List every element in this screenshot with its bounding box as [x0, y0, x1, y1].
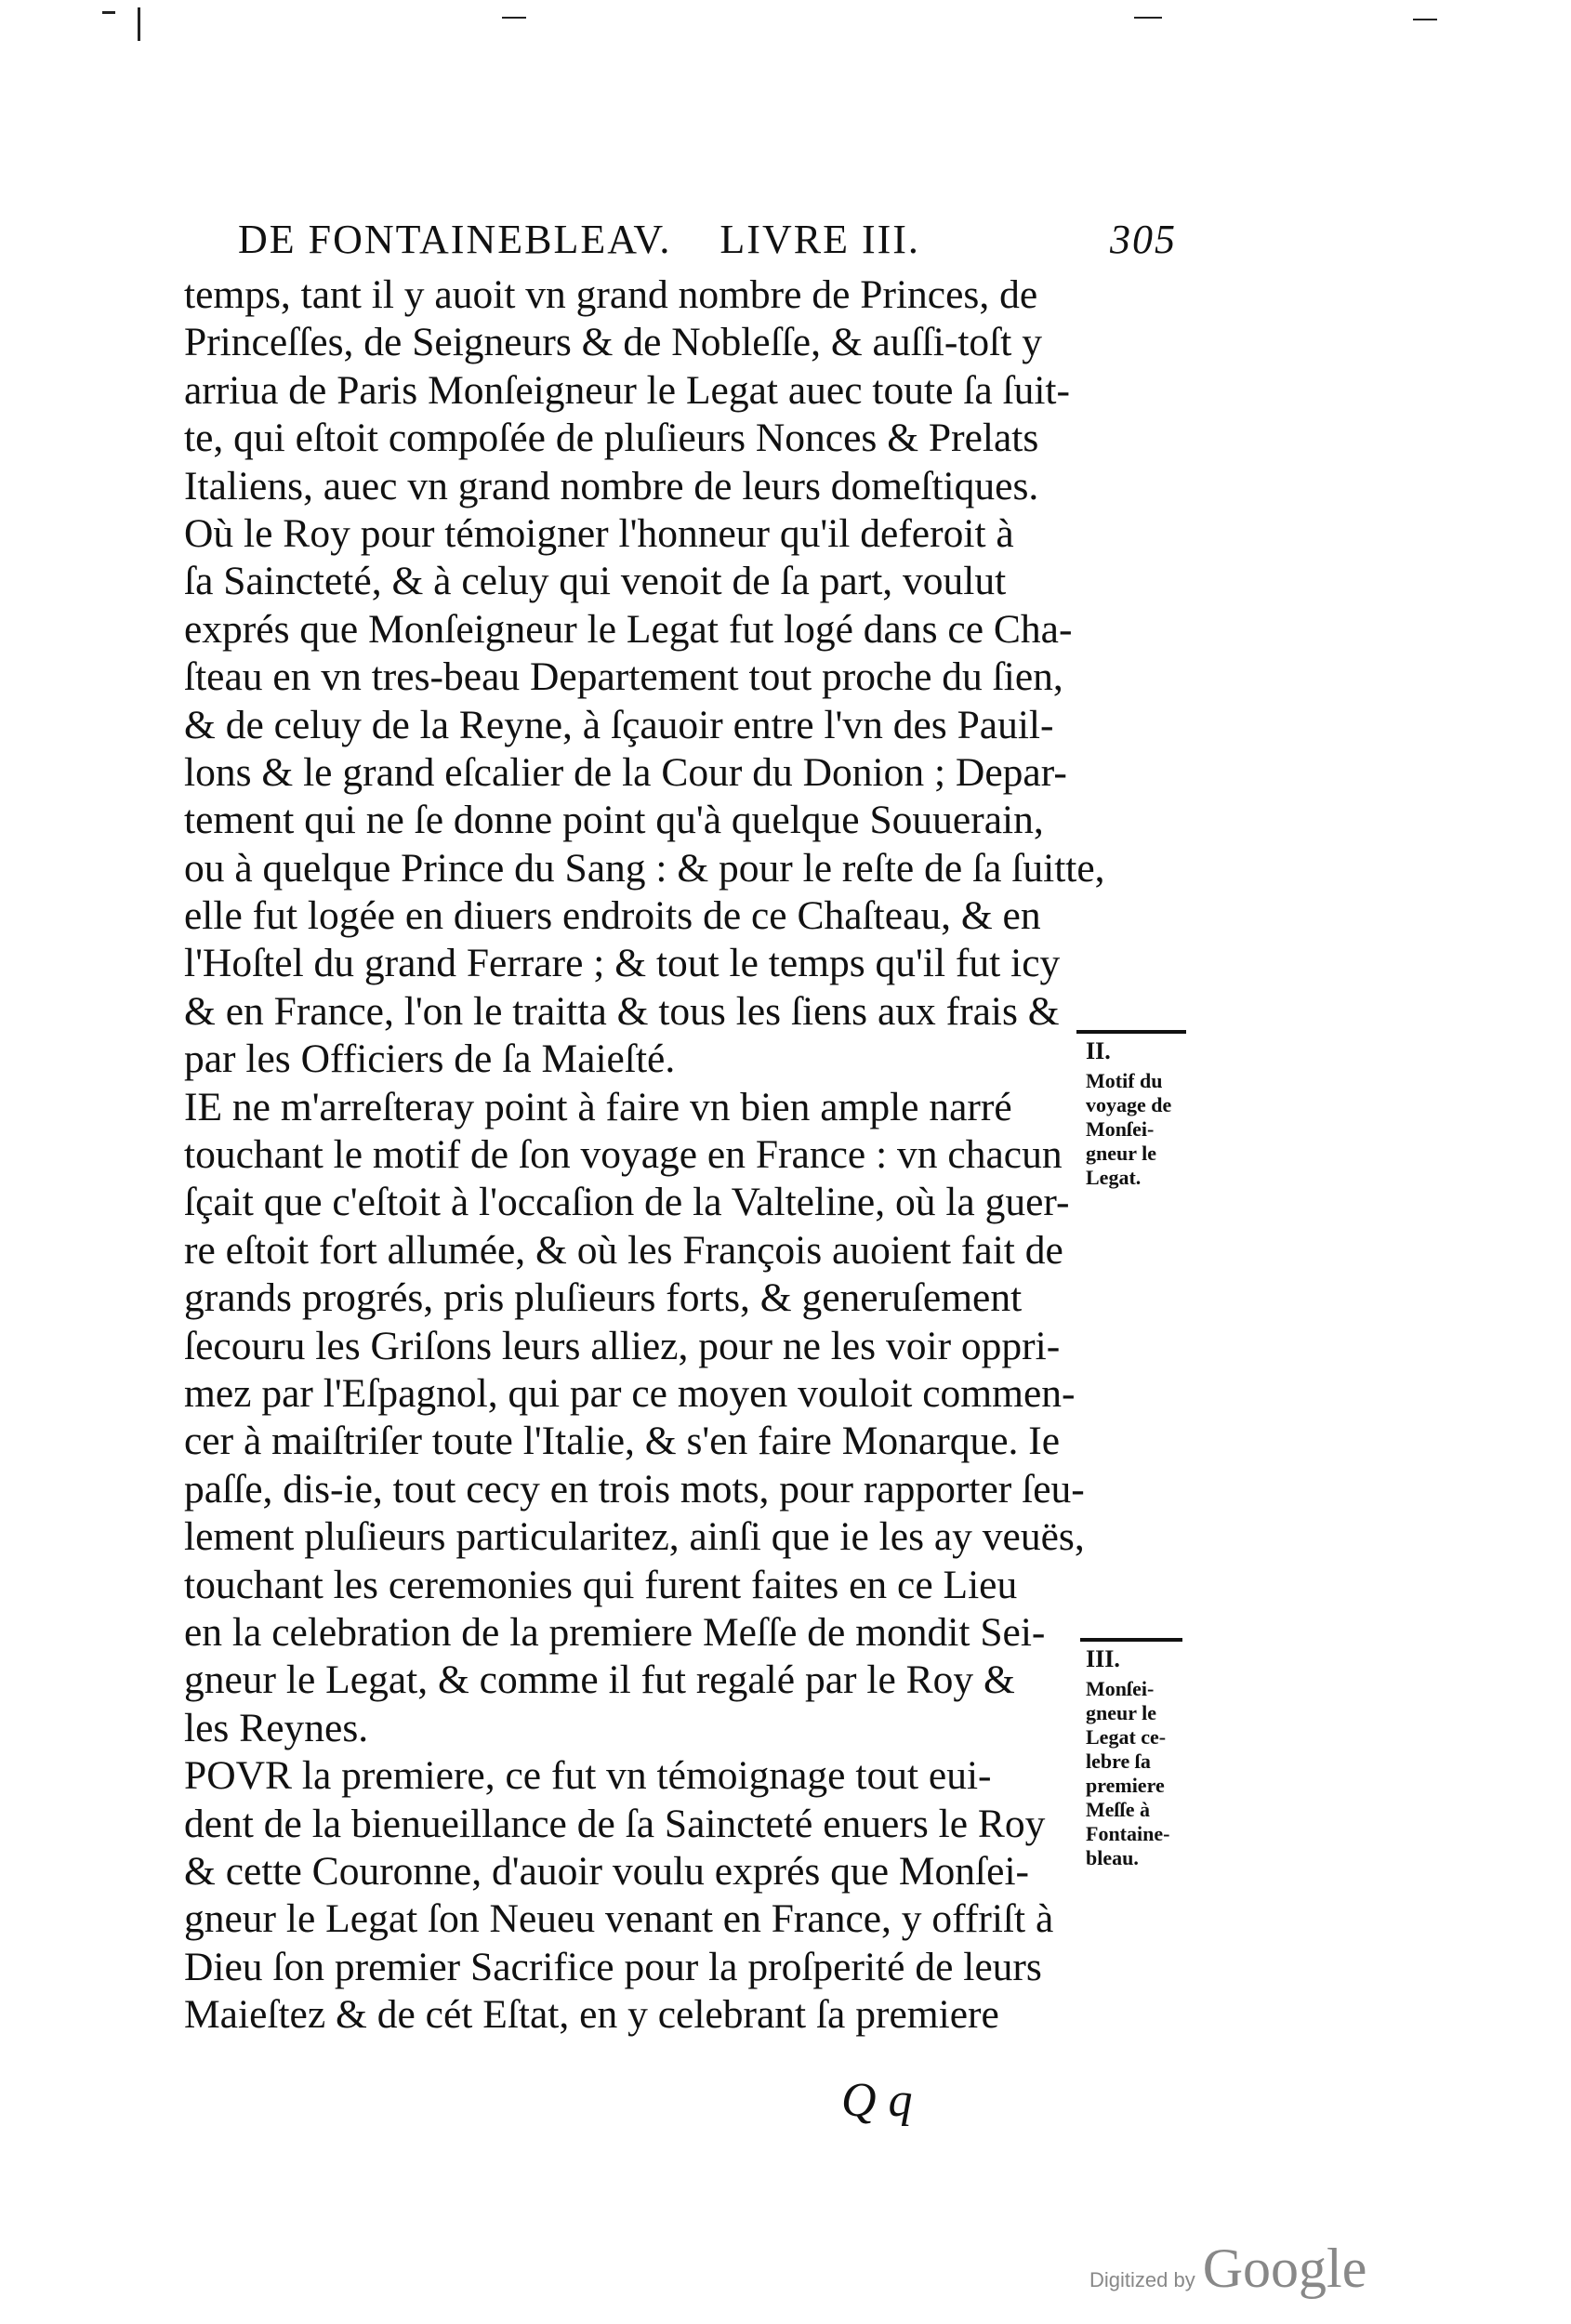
text-line: & en France, l'on le traitta & tous les ſiens aux frais & [184, 988, 1060, 1034]
scan-mark [138, 7, 140, 41]
text-line: gneur le Legat ſon Neueu venant en France, y offriſt à [184, 1896, 1054, 1942]
text-line: touchant le motif de ſon voyage en France : vn chacun [184, 1132, 1063, 1178]
scan-mark [502, 17, 526, 19]
text-line: exprés que Monſeigneur le Legat fut logé dans ce Cha- [184, 606, 1073, 652]
running-header [238, 216, 1177, 271]
text-line: mez par l'Eſpagnol, qui par ce moyen vouloit commen- [184, 1370, 1076, 1416]
text-line: grands progrés, pris pluſieurs forts, & generuſement [184, 1275, 1023, 1321]
watermark-prefix: Digitized by [1089, 2268, 1195, 2291]
text-line: paſſe, dis-ie, tout cecy en trois mots, pour rapporter ſeu- [184, 1466, 1085, 1512]
text-line: touchant les ceremonies qui furent faites en ce Lieu [184, 1562, 1018, 1607]
margin-note-2 [1086, 1039, 1195, 1190]
running-title [238, 216, 1149, 263]
text-line: par les Officiers de ſa Maieſté. [184, 1037, 676, 1082]
running-title-text: DE FONTAINEBLEAV. [238, 217, 672, 262]
margin-note-3-text: Monſei-gneur le Legat ce-lebre ſa premiere Meſſe à Fontaine-bleau. [1086, 1677, 1170, 1869]
text-line: ſa Saincteté, & à celuy qui venoit de ſa part, voulut [184, 559, 1007, 604]
text-line: Où le Roy pour témoigner l'honneur qu'il deferoit à [184, 510, 1014, 556]
margin-rule-2 [1076, 1030, 1186, 1034]
text-line: Dieu ſon premier Sacrifice pour la proſperité de leurs [184, 1944, 1042, 1989]
scan-mark [102, 11, 115, 14]
text-line: te, qui eſtoit compoſée de pluſieurs Nonces & Prelats [184, 416, 1039, 461]
signature-mark: Q q [841, 2074, 913, 2127]
text-line: & cette Couronne, d'auoir voulu exprés que Monſei- [184, 1848, 1030, 1894]
text-line: tement qui ne ſe donne point qu'à quelque Souuerain, [184, 798, 1044, 843]
text-line: temps, tant il y auoit vn grand nombre de Princes, de [184, 272, 1038, 317]
text-line: re eſtoit fort allumée, & où les François auoient fait de [184, 1227, 1063, 1273]
text-line: lons & le grand eſcalier de la Cour du Donion ; Depar- [184, 749, 1067, 795]
text-line: arriua de Paris Monſeigneur le Legat auec toute ſa ſuit- [184, 367, 1071, 413]
text-line: ſçait que c'eſtoit à l'occaſion de la Valteline, où la guer- [184, 1180, 1070, 1225]
scan-mark [1413, 19, 1437, 20]
text-line: ſecouru les Griſons leurs alliez, pour ne les voir oppri- [184, 1323, 1061, 1368]
text-line: IE ne m'arreſteray point à faire vn bien ample narré [184, 1084, 1012, 1129]
text-line: Italiens, auec vn grand nombre de leurs domeſtiques. [184, 463, 1039, 508]
body-text [184, 271, 1193, 2039]
text-line: elle fut logée en diuers endroits de ce Chaſteau, & en [184, 893, 1041, 939]
margin-note-2-number: II. [1086, 1037, 1111, 1064]
margin-rule-3 [1080, 1638, 1182, 1642]
text-line: en la celebration de la premiere Meſſe de mondit Sei- [184, 1609, 1046, 1655]
margin-note-3-number: III. [1086, 1645, 1120, 1672]
book-label: LIVRE III. [719, 217, 920, 262]
scan-mark [1134, 17, 1162, 19]
text-line: POVR la premiere, ce fut vn témoignage tout eui- [184, 1753, 992, 1799]
digitized-watermark [1089, 2237, 1366, 2301]
margin-note-3 [1086, 1647, 1195, 1870]
text-line: gneur le Legat, & comme il fut regalé par le Roy & [184, 1657, 1015, 1703]
text-line: les Reynes. [184, 1705, 369, 1750]
page-number: 305 [1110, 217, 1177, 262]
watermark-brand: Google [1202, 2238, 1367, 2299]
text-line: & de celuy de la Reyne, à ſçauoir entre l'vn des Pauil- [184, 702, 1054, 747]
margin-note-2-text: Motif du voyage de Monſei-gneur le Legat. [1086, 1069, 1172, 1189]
text-line: ou à quelque Prince du Sang : & pour le reſte de ſa ſuitte, [184, 845, 1105, 891]
text-line: cer à maiſtriſer toute l'Italie, & s'en faire Monarque. Ie [184, 1419, 1061, 1464]
text-line: l'Hoſtel du grand Ferrare ; & tout le temps qu'il fut icy [184, 941, 1061, 986]
text-line: Maieſtez & de cét Eſtat, en y celebrant ſa premiere [184, 1992, 999, 2038]
text-line: Princeſſes, de Seigneurs & de Nobleſſe, & auſſi-toſt y [184, 320, 1042, 365]
text-line: dent de la bienueillance de ſa Saincteté enuers le Roy [184, 1801, 1046, 1846]
text-line: lement pluſieurs particularitez, ainſi que ie les ay veuës, [184, 1514, 1085, 1560]
text-line: ſteau en vn tres-beau Departement tout proche du ſien, [184, 654, 1063, 700]
